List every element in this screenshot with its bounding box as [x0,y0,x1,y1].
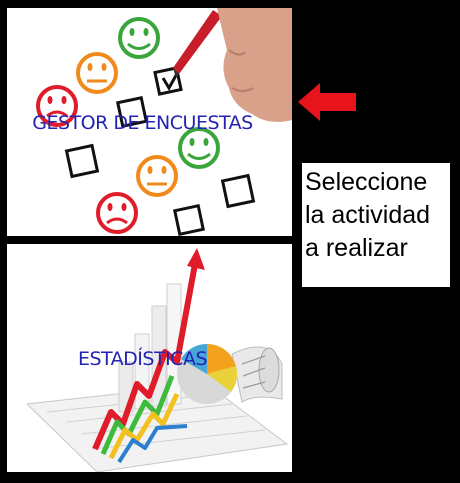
happy-face-icon [180,129,218,167]
instruction-line: la actividad [305,201,431,229]
survey-manager-label: GESTOR DE ENCUESTAS [32,112,253,134]
checkbox-icon [223,176,254,207]
sad-face-icon [98,194,136,232]
instruction-text [302,163,450,287]
instruction-line: a realizar [305,234,408,262]
neutral-face-icon [78,54,116,92]
instruction-line: Seleccione [305,168,428,196]
statistics-tile[interactable] [7,244,292,472]
checkbox-icon [67,146,98,177]
neutral-face-icon [138,157,176,195]
hand-pen-icon [173,8,292,122]
arrow-left-icon [296,81,358,125]
arrow-up-icon [187,248,205,270]
survey-manager-tile[interactable] [7,8,292,236]
checkbox-icon [175,206,203,234]
statistics-label: ESTADÍSTICAS [77,348,208,370]
happy-face-icon [120,19,158,57]
